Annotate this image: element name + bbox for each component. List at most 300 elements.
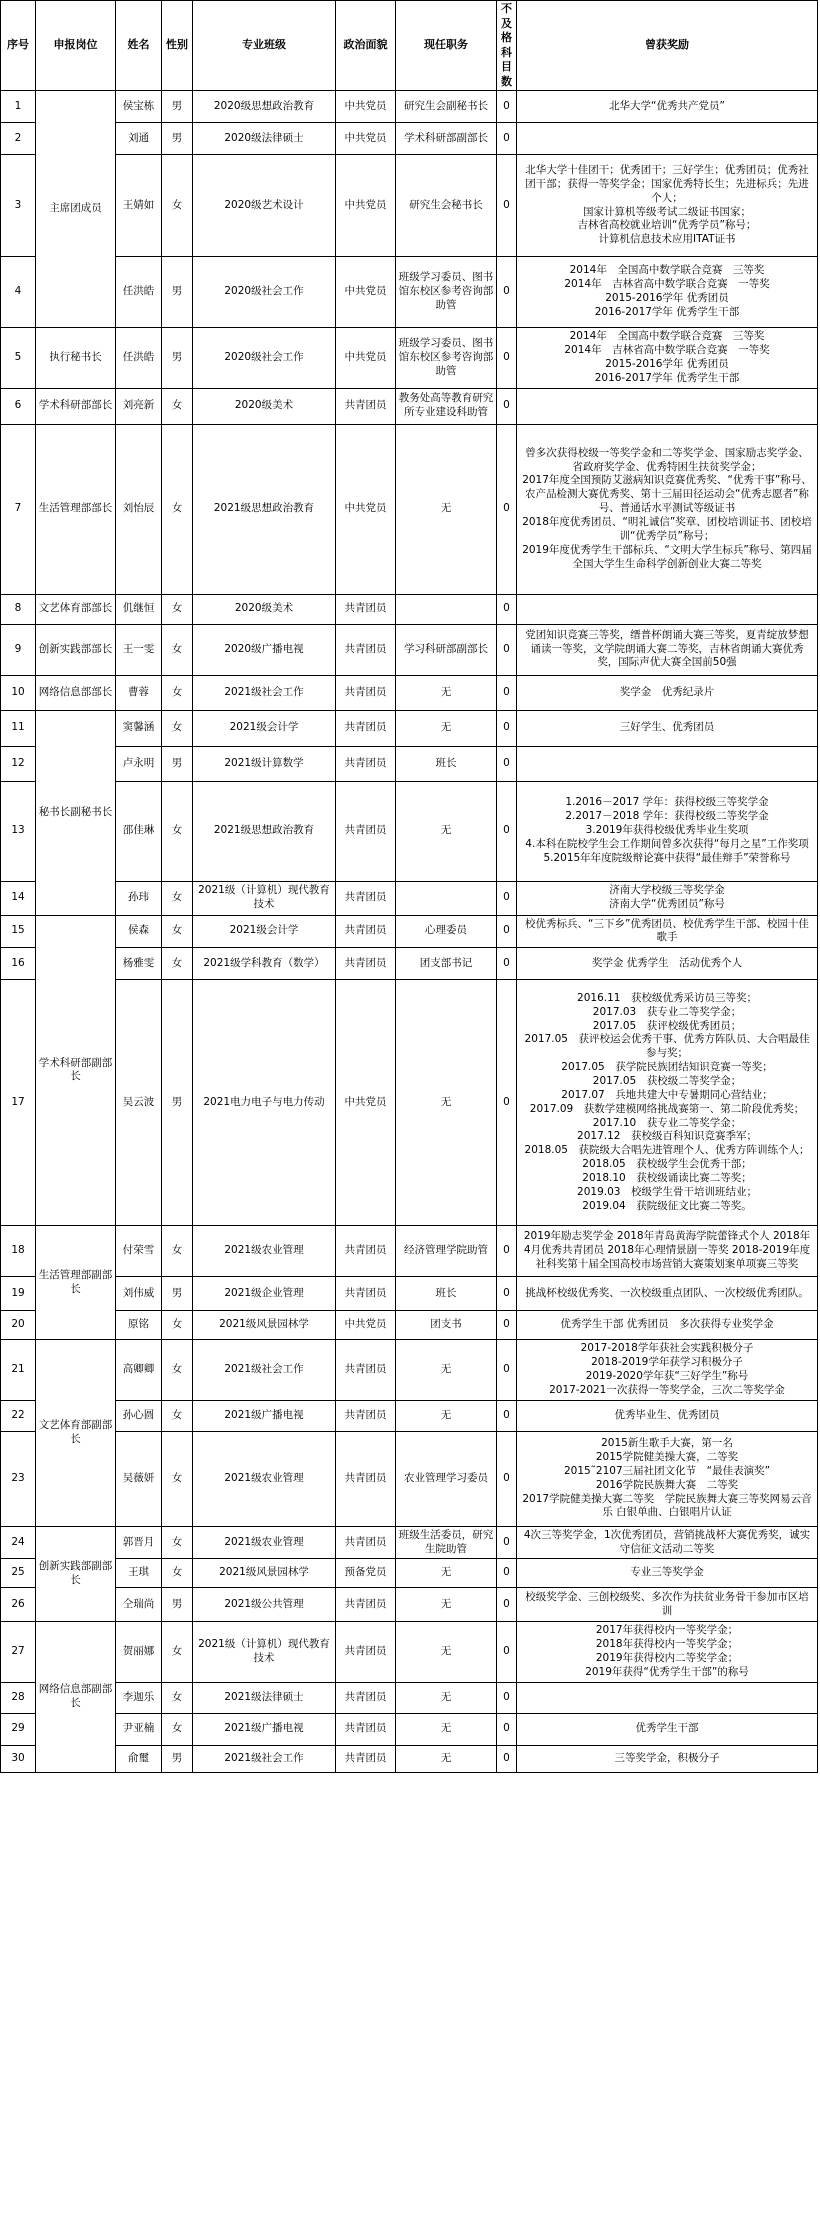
fail-count-cell: 0 bbox=[497, 746, 517, 781]
fail-count-cell: 0 bbox=[497, 257, 517, 328]
header-cell-post: 申报岗位 bbox=[36, 1, 116, 91]
name-cell: 卢永明 bbox=[116, 746, 162, 781]
award-line: 校优秀标兵、“三下乡”优秀团员、校优秀学生干部、校园十佳歌手 bbox=[525, 917, 809, 944]
major-cell: 2021级思想政治教育 bbox=[193, 424, 336, 594]
table-row bbox=[1, 424, 818, 594]
header-cell-major: 专业班级 bbox=[193, 1, 336, 91]
award-line: 2017-2018学年获社会实践积极分子 bbox=[580, 1342, 754, 1355]
position-cell: 无 bbox=[396, 1682, 497, 1713]
major-cell: 2021级社会工作 bbox=[193, 1340, 336, 1400]
political-cell: 共青团员 bbox=[336, 746, 396, 781]
awards-cell bbox=[517, 781, 818, 881]
position-cell: 班级学习委员、图书馆东校区参考咨询部助管 bbox=[396, 257, 497, 328]
award-line: 2017.05 获学院民族团结知识竞赛一等奖； bbox=[561, 1061, 773, 1074]
gender-cell: 男 bbox=[162, 328, 193, 388]
award-line: 北华大学十佳团干；优秀团干；三好学生；优秀团员；优秀社团干部；获得一等奖学金；国家优秀特长生；先进标兵；先进个人； bbox=[525, 164, 809, 204]
award-line: 2018.05 获院级大合唱先进管理个人、优秀方阵训练个人； bbox=[524, 1144, 810, 1157]
award-line: 专业三等奖学金 bbox=[630, 1566, 704, 1579]
award-line: 2015-2016学年 优秀团员 bbox=[605, 357, 729, 370]
row-number-cell: 12 bbox=[1, 746, 36, 781]
position-cell: 无 bbox=[396, 1400, 497, 1431]
row-number-cell: 10 bbox=[1, 675, 36, 710]
row-number-cell: 16 bbox=[1, 948, 36, 980]
fail-count-cell: 0 bbox=[497, 328, 517, 388]
political-cell: 共青团员 bbox=[336, 1622, 396, 1682]
awards-cell bbox=[517, 1400, 818, 1431]
table-row bbox=[1, 91, 818, 123]
political-cell: 共青团员 bbox=[336, 1682, 396, 1713]
major-cell: 2021级计算数学 bbox=[193, 746, 336, 781]
table-row bbox=[1, 1713, 818, 1745]
name-cell: 贺丽娜 bbox=[116, 1622, 162, 1682]
row-number-cell: 21 bbox=[1, 1340, 36, 1400]
table-row bbox=[1, 746, 818, 781]
awards-cell bbox=[517, 1431, 818, 1526]
award-line: 吉林省高校就业培训“优秀学员”称号； bbox=[577, 219, 757, 232]
table-row bbox=[1, 881, 818, 915]
major-cell: 2020级广播电视 bbox=[193, 624, 336, 675]
awards-cell bbox=[517, 594, 818, 624]
political-cell: 共青团员 bbox=[336, 1745, 396, 1772]
major-cell: 2020级艺术设计 bbox=[193, 155, 336, 257]
table-row bbox=[1, 1559, 818, 1588]
post-group-cell: 生活管理部副部长 bbox=[36, 1226, 116, 1340]
major-cell: 2020级法律硕士 bbox=[193, 123, 336, 155]
gender-cell: 女 bbox=[162, 594, 193, 624]
major-cell: 2020级美术 bbox=[193, 594, 336, 624]
post-group-cell: 主席团成员 bbox=[36, 91, 116, 328]
post-group-cell: 网络信息部部长 bbox=[36, 675, 116, 710]
header-row bbox=[1, 1, 818, 91]
position-cell: 经济管理学院助管 bbox=[396, 1226, 497, 1277]
award-line: 2017.09 获数学建模网络挑战赛第一、第二阶段优秀奖； bbox=[529, 1102, 805, 1115]
name-cell: 郭晋月 bbox=[116, 1526, 162, 1559]
awards-cell bbox=[517, 1277, 818, 1311]
fail-count-cell: 0 bbox=[497, 1340, 517, 1400]
award-line: 2016-2017学年 优秀学生干部 bbox=[594, 371, 740, 384]
awards-cell bbox=[517, 257, 818, 328]
awards-cell bbox=[517, 710, 818, 746]
table-row bbox=[1, 980, 818, 1226]
political-cell: 中共党员 bbox=[336, 328, 396, 388]
post-group-cell: 文艺体育部副部长 bbox=[36, 1340, 116, 1526]
position-cell: 教务处高等教育研究所专业建设科助管 bbox=[396, 388, 497, 424]
gender-cell: 男 bbox=[162, 980, 193, 1226]
name-cell: 孙玮 bbox=[116, 881, 162, 915]
table-row bbox=[1, 328, 818, 388]
header-cell-name: 姓名 bbox=[116, 1, 162, 91]
political-cell: 预备党员 bbox=[336, 1559, 396, 1588]
row-number-cell: 24 bbox=[1, 1526, 36, 1559]
name-cell: 仝瑞尚 bbox=[116, 1588, 162, 1622]
political-cell: 共青团员 bbox=[336, 594, 396, 624]
political-cell: 共青团员 bbox=[336, 1526, 396, 1559]
table-row bbox=[1, 1400, 818, 1431]
major-cell: 2021级社会工作 bbox=[193, 675, 336, 710]
table-row bbox=[1, 1277, 818, 1311]
awards-cell bbox=[517, 388, 818, 424]
award-line: 4次三等奖学金，1次优秀团员，营销挑战杯大赛优秀奖，诚实守信征文活动二等奖 bbox=[523, 1528, 811, 1555]
political-cell: 共青团员 bbox=[336, 781, 396, 881]
major-cell: 2021级公共管理 bbox=[193, 1588, 336, 1622]
fail-count-cell: 0 bbox=[497, 1400, 517, 1431]
post-group-cell: 学术科研部副部长 bbox=[36, 915, 116, 1226]
row-number-cell: 18 bbox=[1, 1226, 36, 1277]
political-cell: 共青团员 bbox=[336, 948, 396, 980]
awards-cell bbox=[517, 1311, 818, 1340]
position-cell: 学习科研部副部长 bbox=[396, 624, 497, 675]
award-line: 2017.03 获专业二等奖学金； bbox=[592, 1005, 742, 1018]
name-cell: 王琪 bbox=[116, 1559, 162, 1588]
award-line: 奖学金 优秀学生 活动优秀个人 bbox=[591, 956, 743, 969]
position-cell: 无 bbox=[396, 424, 497, 594]
gender-cell: 女 bbox=[162, 948, 193, 980]
table-row bbox=[1, 781, 818, 881]
major-cell: 2021级风景园林学 bbox=[193, 1311, 336, 1340]
major-cell: 2021级社会工作 bbox=[193, 1745, 336, 1772]
gender-cell: 男 bbox=[162, 1745, 193, 1772]
name-cell: 李迦乐 bbox=[116, 1682, 162, 1713]
political-cell: 共青团员 bbox=[336, 1400, 396, 1431]
row-number-cell: 4 bbox=[1, 257, 36, 328]
fail-count-cell: 0 bbox=[497, 1431, 517, 1526]
award-line: 北华大学“优秀共产党员” bbox=[609, 99, 725, 112]
award-line: 5.2015年年度院级辩论赛中获得“最佳辩手”荣誉称号 bbox=[543, 851, 791, 864]
gender-cell: 女 bbox=[162, 424, 193, 594]
table-row bbox=[1, 1340, 818, 1400]
gender-cell: 女 bbox=[162, 1622, 193, 1682]
award-line: 2017.05 获评校级优秀团员； bbox=[592, 1019, 742, 1032]
fail-count-cell: 0 bbox=[497, 1226, 517, 1277]
header-cell-awards: 曾获奖励 bbox=[517, 1, 818, 91]
fail-count-cell: 0 bbox=[497, 915, 517, 948]
fail-count-cell: 0 bbox=[497, 881, 517, 915]
political-cell: 共青团员 bbox=[336, 1277, 396, 1311]
award-line: 优秀学生干部 bbox=[635, 1722, 699, 1735]
award-line: 4.本科在院校学生会工作期间曾多次获得“每月之星”工作奖项 bbox=[525, 837, 809, 850]
position-cell: 无 bbox=[396, 675, 497, 710]
political-cell: 共青团员 bbox=[336, 1588, 396, 1622]
award-line: 2017.07 兵地共建大中专暑期同心营结业； bbox=[561, 1088, 773, 1101]
fail-count-cell: 0 bbox=[497, 1588, 517, 1622]
fail-count-cell: 0 bbox=[497, 1311, 517, 1340]
award-line: 2014年 全国高中数学联合竞赛 三等奖 bbox=[569, 264, 765, 277]
award-line: 2017年度全国预防艾滋病知识竞赛优秀奖、“优秀干事”称号、农产品检测大赛优秀奖、第十三届田径运动会“优秀志愿者”称号、普通话水平测试等级证书 bbox=[522, 474, 812, 515]
row-number-cell: 1 bbox=[1, 91, 36, 123]
fail-count-cell: 0 bbox=[497, 948, 517, 980]
award-line: 奖学金 优秀纪录片 bbox=[619, 685, 715, 698]
table-row bbox=[1, 257, 818, 328]
award-line: 3.2019年获得校级优秀毕业生奖项 bbox=[585, 824, 749, 837]
header-cell-gender: 性别 bbox=[162, 1, 193, 91]
position-cell: 无 bbox=[396, 1588, 497, 1622]
award-line: 2018.05 获校级学生会优秀干部； bbox=[582, 1158, 752, 1171]
political-cell: 共青团员 bbox=[336, 1340, 396, 1400]
row-number-cell: 26 bbox=[1, 1588, 36, 1622]
award-line: 挑战杯校级优秀奖、一次校级重点团队、一次校级优秀团队。 bbox=[525, 1286, 809, 1299]
name-cell: 刘伟威 bbox=[116, 1277, 162, 1311]
table-row bbox=[1, 1226, 818, 1277]
gender-cell: 男 bbox=[162, 1588, 193, 1622]
award-line: 2017-2021一次获得一等奖学金，三次二等奖学金 bbox=[549, 1383, 785, 1396]
award-line: 党团知识竞赛三等奖，缙普杯朗诵大赛三等奖，夏青绽放梦想诵读一等奖，文学院朗诵大赛二等奖，吉林省朗诵大赛优秀奖，国际声优大赛全国前50强 bbox=[525, 628, 809, 669]
table-row bbox=[1, 948, 818, 980]
award-line: 2015学院健美操大赛，二等奖 bbox=[595, 1450, 739, 1463]
awards-cell bbox=[517, 1340, 818, 1400]
award-line: 2018年度优秀团员、“明礼诚信”奖章、团校培训证书、团校培训“优秀学员”称号； bbox=[522, 515, 812, 542]
major-cell: 2021级（计算机）现代教育技术 bbox=[193, 1622, 336, 1682]
awards-cell bbox=[517, 948, 818, 980]
major-cell: 2020级社会工作 bbox=[193, 328, 336, 388]
gender-cell: 女 bbox=[162, 1311, 193, 1340]
position-cell bbox=[396, 881, 497, 915]
table-row bbox=[1, 1311, 818, 1340]
awards-cell bbox=[517, 1622, 818, 1682]
position-cell: 心理委员 bbox=[396, 915, 497, 948]
name-cell: 曹蓉 bbox=[116, 675, 162, 710]
position-cell: 班长 bbox=[396, 1277, 497, 1311]
fail-count-cell: 0 bbox=[497, 1277, 517, 1311]
fail-count-cell: 0 bbox=[497, 781, 517, 881]
awards-cell bbox=[517, 1713, 818, 1745]
name-cell: 杨雅雯 bbox=[116, 948, 162, 980]
row-number-cell: 8 bbox=[1, 594, 36, 624]
row-number-cell: 20 bbox=[1, 1311, 36, 1340]
award-line: 优秀毕业生、优秀团员 bbox=[614, 1408, 720, 1421]
position-cell: 团支书 bbox=[396, 1311, 497, 1340]
header-cell-political: 政治面貌 bbox=[336, 1, 396, 91]
gender-cell: 女 bbox=[162, 1431, 193, 1526]
fail-count-cell: 0 bbox=[497, 424, 517, 594]
row-number-cell: 28 bbox=[1, 1682, 36, 1713]
political-cell: 中共党员 bbox=[336, 424, 396, 594]
award-line: 2019年获得“优秀学生干部”的称号 bbox=[585, 1665, 749, 1678]
gender-cell: 男 bbox=[162, 123, 193, 155]
award-line: 济南大学校级三等奖学金 bbox=[609, 884, 725, 897]
row-number-cell: 30 bbox=[1, 1745, 36, 1772]
post-group-cell: 执行秘书长 bbox=[36, 328, 116, 388]
political-cell: 共青团员 bbox=[336, 710, 396, 746]
award-line: 2018-2019学年获学习积极分子 bbox=[591, 1356, 743, 1369]
name-cell: 任洪皓 bbox=[116, 257, 162, 328]
name-cell: 吴薇妍 bbox=[116, 1431, 162, 1526]
table-row bbox=[1, 155, 818, 257]
table-body bbox=[1, 91, 818, 1773]
major-cell: 2021级风景园林学 bbox=[193, 1559, 336, 1588]
position-cell: 无 bbox=[396, 781, 497, 881]
award-line: 2015新生歌手大赛，第一名 bbox=[601, 1437, 733, 1450]
row-number-cell: 15 bbox=[1, 915, 36, 948]
gender-cell: 女 bbox=[162, 710, 193, 746]
position-cell: 研究生会副秘书长 bbox=[396, 91, 497, 123]
row-number-cell: 17 bbox=[1, 980, 36, 1226]
awards-cell bbox=[517, 155, 818, 257]
gender-cell: 女 bbox=[162, 881, 193, 915]
major-cell: 2021级会计学 bbox=[193, 915, 336, 948]
major-cell: 2020级思想政治教育 bbox=[193, 91, 336, 123]
award-line: 2017年获得校内一等奖学金； bbox=[595, 1624, 739, 1637]
awards-cell bbox=[517, 746, 818, 781]
fail-count-cell: 0 bbox=[497, 155, 517, 257]
post-group-cell: 秘书长副秘书长 bbox=[36, 710, 116, 915]
row-number-cell: 9 bbox=[1, 624, 36, 675]
award-line: 校级奖学金、三创校级奖、多次作为扶贫业务骨干参加市区培训 bbox=[525, 1591, 809, 1617]
table-row bbox=[1, 1588, 818, 1622]
gender-cell: 男 bbox=[162, 91, 193, 123]
political-cell: 共青团员 bbox=[336, 624, 396, 675]
row-number-cell: 7 bbox=[1, 424, 36, 594]
major-cell: 2021级广播电视 bbox=[193, 1713, 336, 1745]
name-cell: 尹亚楠 bbox=[116, 1713, 162, 1745]
position-cell: 班级生活委员，研究生院助管 bbox=[396, 1526, 497, 1559]
award-line: 2018.10 获校级诵读比赛二等奖； bbox=[582, 1172, 752, 1185]
gender-cell: 女 bbox=[162, 675, 193, 710]
fail-count-cell: 0 bbox=[497, 123, 517, 155]
political-cell: 共青团员 bbox=[336, 881, 396, 915]
fail-count-cell: 0 bbox=[497, 1745, 517, 1772]
table-row bbox=[1, 1526, 818, 1559]
political-cell: 中共党员 bbox=[336, 257, 396, 328]
award-line: 2.2017－2018 学年：获得校级二等奖学金 bbox=[565, 810, 769, 823]
row-number-cell: 5 bbox=[1, 328, 36, 388]
fail-count-cell: 0 bbox=[497, 1622, 517, 1682]
political-cell: 中共党员 bbox=[336, 155, 396, 257]
position-cell: 无 bbox=[396, 1713, 497, 1745]
position-cell: 无 bbox=[396, 1340, 497, 1400]
post-group-cell: 创新实践部副部长 bbox=[36, 1526, 116, 1622]
row-number-cell: 19 bbox=[1, 1277, 36, 1311]
table-row bbox=[1, 123, 818, 155]
major-cell: 2021级会计学 bbox=[193, 710, 336, 746]
major-cell: 2021级（计算机）现代教育技术 bbox=[193, 881, 336, 915]
award-line: 2017.05 获评校运会优秀干事、优秀方阵队员、大合唱最佳参与奖； bbox=[524, 1033, 810, 1060]
fail-count-cell: 0 bbox=[497, 980, 517, 1226]
major-cell: 2021级农业管理 bbox=[193, 1526, 336, 1559]
fail-count-cell: 0 bbox=[497, 91, 517, 123]
position-cell: 班级学习委员、图书馆东校区参考咨询部助管 bbox=[396, 328, 497, 388]
name-cell: 仉继恒 bbox=[116, 594, 162, 624]
row-number-cell: 14 bbox=[1, 881, 36, 915]
table-row bbox=[1, 388, 818, 424]
awards-cell bbox=[517, 1745, 818, 1772]
award-line: 2016.11 获校级优秀采访员三等奖； bbox=[577, 991, 757, 1004]
major-cell: 2021级企业管理 bbox=[193, 1277, 336, 1311]
gender-cell: 女 bbox=[162, 781, 193, 881]
row-number-cell: 25 bbox=[1, 1559, 36, 1588]
row-number-cell: 29 bbox=[1, 1713, 36, 1745]
political-cell: 共青团员 bbox=[336, 675, 396, 710]
fail-count-cell: 0 bbox=[497, 675, 517, 710]
fail-count-cell: 0 bbox=[497, 710, 517, 746]
gender-cell: 女 bbox=[162, 1526, 193, 1559]
position-cell: 无 bbox=[396, 1745, 497, 1772]
name-cell: 俞璽 bbox=[116, 1745, 162, 1772]
table-row bbox=[1, 675, 818, 710]
award-line: 曾多次获得校级一等奖学金和二等奖学金、国家励志奖学金、省政府奖学金、优秀特困生扶贫奖学金； bbox=[525, 446, 809, 473]
name-cell: 吴云波 bbox=[116, 980, 162, 1226]
name-cell: 邵佳琳 bbox=[116, 781, 162, 881]
row-number-cell: 6 bbox=[1, 388, 36, 424]
major-cell: 2021电力电子与电力传动 bbox=[193, 980, 336, 1226]
position-cell: 无 bbox=[396, 1559, 497, 1588]
gender-cell: 男 bbox=[162, 1277, 193, 1311]
awards-cell bbox=[517, 980, 818, 1226]
name-cell: 王一雯 bbox=[116, 624, 162, 675]
header-cell-position: 现任职务 bbox=[396, 1, 497, 91]
position-cell: 学术科研部副部长 bbox=[396, 123, 497, 155]
award-line: 2019-2020学年获“三好学生”称号 bbox=[585, 1369, 749, 1382]
name-cell: 付荣雪 bbox=[116, 1226, 162, 1277]
gender-cell: 女 bbox=[162, 1400, 193, 1431]
award-line: 2018年获得校内一等奖学金； bbox=[595, 1638, 739, 1651]
political-cell: 共青团员 bbox=[336, 915, 396, 948]
fail-count-cell: 0 bbox=[497, 1526, 517, 1559]
award-line: 2019年度优秀学生干部标兵、“文明大学生标兵”称号、第四届全国大学生生命科学创新创业大赛二等奖 bbox=[522, 543, 812, 570]
fail-count-cell: 0 bbox=[497, 594, 517, 624]
name-cell: 侯宝栋 bbox=[116, 91, 162, 123]
position-cell: 农业管理学习委员 bbox=[396, 1431, 497, 1526]
table-row bbox=[1, 1622, 818, 1682]
major-cell: 2021级学科教育（数学） bbox=[193, 948, 336, 980]
fail-count-cell: 0 bbox=[497, 1559, 517, 1588]
political-cell: 共青团员 bbox=[336, 388, 396, 424]
post-group-cell: 网络信息部副部长 bbox=[36, 1622, 116, 1772]
position-cell: 无 bbox=[396, 1622, 497, 1682]
political-cell: 中共党员 bbox=[336, 123, 396, 155]
award-line: 2016-2017学年 优秀学生干部 bbox=[594, 305, 740, 318]
major-cell: 2021级法律硕士 bbox=[193, 1682, 336, 1713]
position-cell: 研究生会秘书长 bbox=[396, 155, 497, 257]
gender-cell: 女 bbox=[162, 388, 193, 424]
award-line: 国家计算机等级考试二级证书国家； bbox=[583, 205, 751, 218]
awards-cell bbox=[517, 624, 818, 675]
gender-cell: 男 bbox=[162, 257, 193, 328]
name-cell: 刘通 bbox=[116, 123, 162, 155]
gender-cell: 男 bbox=[162, 746, 193, 781]
award-line: 优秀学生干部 优秀团员 多次获得专业奖学金 bbox=[560, 1318, 774, 1331]
awards-cell bbox=[517, 328, 818, 388]
awards-cell bbox=[517, 675, 818, 710]
name-cell: 孙心圆 bbox=[116, 1400, 162, 1431]
awards-cell bbox=[517, 1588, 818, 1622]
table-row bbox=[1, 710, 818, 746]
political-cell: 中共党员 bbox=[336, 980, 396, 1226]
awards-cell bbox=[517, 1226, 818, 1277]
name-cell: 窦馨涵 bbox=[116, 710, 162, 746]
award-line: 2017.05 获校级二等奖学金； bbox=[592, 1075, 742, 1088]
post-group-cell: 文艺体育部部长 bbox=[36, 594, 116, 624]
table-row bbox=[1, 1431, 818, 1526]
position-cell: 班长 bbox=[396, 746, 497, 781]
award-line: 2019年获得校内二等奖学金； bbox=[595, 1652, 739, 1665]
award-line: 1.2016－2017 学年：获得校级三等奖学金 bbox=[565, 796, 769, 809]
award-line: 三等奖学金，积极分子 bbox=[614, 1751, 720, 1764]
row-number-cell: 27 bbox=[1, 1622, 36, 1682]
political-cell: 共青团员 bbox=[336, 1713, 396, 1745]
major-cell: 2021级农业管理 bbox=[193, 1431, 336, 1526]
post-group-cell: 学术科研部部长 bbox=[36, 388, 116, 424]
award-line: 2017学院健美操大赛二等奖 学院民族舞大赛三等奖网易云音乐 白银单曲、白银唱片认证 bbox=[522, 1492, 812, 1519]
header-cell-fail-count: 不及格科目数 bbox=[497, 1, 517, 91]
award-line: 三好学生、优秀团员 bbox=[619, 721, 715, 734]
position-cell bbox=[396, 594, 497, 624]
fail-count-cell: 0 bbox=[497, 1682, 517, 1713]
row-number-cell: 23 bbox=[1, 1431, 36, 1526]
awards-cell bbox=[517, 881, 818, 915]
name-cell: 刘怡辰 bbox=[116, 424, 162, 594]
award-line: 2017.12 获校级百科知识竞赛季军； bbox=[577, 1130, 757, 1143]
major-cell: 2021级思想政治教育 bbox=[193, 781, 336, 881]
